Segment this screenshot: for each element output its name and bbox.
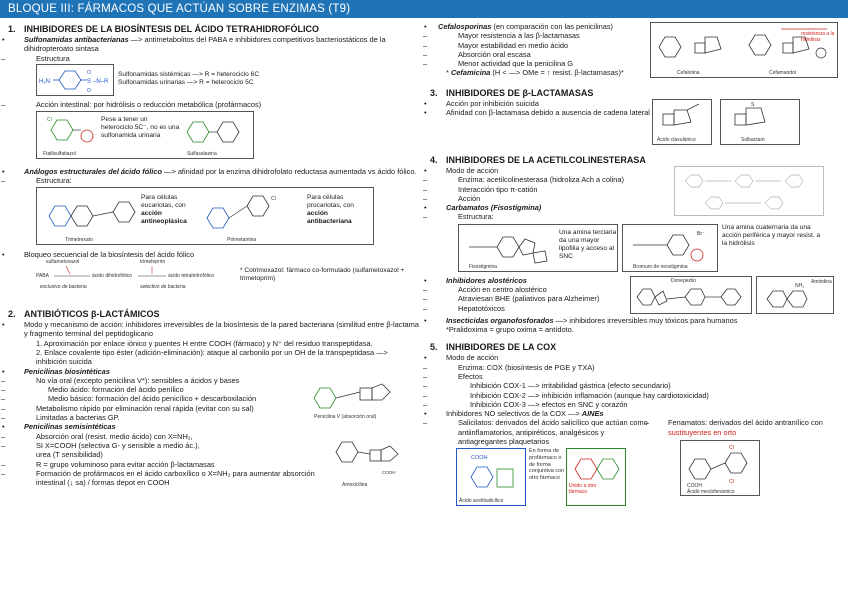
sulfonamidas-text: —> antimetabolitos del PABA e inhibidores competitivos bacteriostáticos de la dihidropteroato sintasa: [24, 35, 386, 54]
acetilsalicilico-box: [456, 448, 526, 506]
section-2-title: [8, 309, 420, 320]
s5-enzima: – Enzima: COX (biosíntesis de PGE y TXA): [430, 363, 842, 372]
cef-resistencia: – Mayor resistencia a las β-lactamasas: [430, 31, 650, 40]
urea-sensibilidad: urea (T sensibilidad): [36, 450, 103, 460]
clavulanico-caption: Ácido clavulánico: [657, 137, 696, 143]
left-column: [8, 22, 420, 490]
pen-semi-list: [8, 432, 328, 488]
insecticidas-text: —> inhibidores irreversibles muy tóxicos para humanos: [553, 315, 738, 325]
no-via-oral: – No vía oral (excepto penicilina V*): sensibles a ácidos y bases: [8, 376, 308, 385]
bloqueo-item: [8, 250, 420, 259]
eucariotas-bold: acción antineoplásica: [141, 209, 187, 225]
ftalilsulfatiazol-caption: Ftalilsulfatiazol: [43, 151, 76, 158]
procariotas-bold: acción antibacteriana: [307, 209, 352, 225]
alostericos-item: [430, 276, 630, 285]
ache-mechanism-figure: [674, 166, 824, 216]
fisostigmina-icon: [459, 225, 559, 265]
s3-block: [430, 99, 842, 149]
accion-intestinal-text: Acción intestinal: por hidrólisis o reducción metabólica (profármacos): [36, 99, 262, 109]
carbamatos-structures-row: [430, 224, 842, 274]
eucariotas-desc: Para células eucariotas, con: [141, 193, 186, 209]
procariotas-text: [307, 194, 371, 226]
pen-bio-block: [8, 376, 420, 422]
cef-absorcion: – Absorción oral escasa: [430, 50, 650, 59]
cl-label-2: Cl: [271, 195, 276, 202]
section-3-heading: INHIBIDORES DE β-LACTAMASAS: [446, 88, 594, 98]
section-1-title: [8, 24, 420, 35]
bloqueo-diagram-row: [8, 259, 420, 295]
fenamatos-text: Fenamatos: derivados del ácido antranílico con: [668, 418, 823, 428]
section-4-heading: INHIBIDORES DE LA ACETILCOLINESTERASA: [446, 155, 646, 165]
penicilina-v-caption: Penicilina V (absorción oral): [314, 413, 377, 420]
section-2-number: 2.: [8, 309, 16, 320]
s4-block: [430, 166, 842, 222]
sulfonamide-structure-row: [8, 64, 420, 98]
modo-accion-text: Modo y mecanismo de acción: inhibidores irreversibles de la biosíntesis de la pared bacteriana (similitud entre β-lactama y fragmento terminal del peptidoglicano: [24, 320, 419, 339]
section-4-number: 4.: [430, 155, 438, 165]
cefalosporinas-text: (en comparación con las penicilinas): [491, 22, 614, 31]
amoxicilina-caption: Amoxicilina: [342, 481, 368, 488]
alostericos-term: Inhibidores alostéricos: [446, 275, 527, 285]
s5-modo: • Modo de acción: [430, 353, 842, 362]
nh2-label: NH₂: [795, 282, 805, 289]
meclofenamico-caption: Ácido meclofenámico: [687, 489, 735, 496]
s5-efectos: – Efectos: [430, 372, 842, 381]
diagram-tetrahidrofolico: ácido tetrahidrofólico: [168, 273, 215, 280]
unido-otro-farmaco: Unido a otro fármaco: [569, 483, 597, 496]
analogos-item: [8, 167, 420, 176]
neostigmina-icon: [623, 225, 717, 265]
svg-text:S: S: [751, 102, 755, 108]
no-selectivos-text: Inhibidores NO selectivos de la COX —>: [446, 409, 582, 419]
section-5-heading: INHIBIDORES DE LA COX: [446, 342, 557, 353]
trimetrexato-caption: Trimetrexato: [65, 236, 93, 243]
amiridina-box: [756, 276, 834, 314]
modo-accion-item: [8, 320, 420, 339]
section-1-heading: INHIBIDORES DE LA BIOSÍNTESIS DEL ÁCIDO TETRAHIDROFÓLICO: [24, 24, 320, 34]
s3-afinidad: • Afinidad con β-lactamasa debido a ausencia de cadena lateral: [430, 108, 650, 117]
salicilatos-fenamatos-row: [430, 418, 842, 508]
cox2-effect: – Inhibición COX-2 —> inhibición inflamación (aunque hay cardiotoxicidad): [430, 391, 842, 400]
cefalosporinas-block: [430, 22, 842, 80]
cefalosporinas-structure-box: [650, 22, 838, 78]
amiridina-caption: Amiridina: [811, 278, 832, 285]
cefalosporinas-item: [430, 22, 650, 31]
estructura-label: Estructura: [36, 53, 70, 63]
no-selectivos-item: [430, 409, 842, 418]
fenamatos-item: [652, 418, 838, 437]
penicilina-v-structure: [308, 376, 408, 422]
pese-text: Pese a tener un heterociclo 5C⁻, no es una sulfonamida urinaria: [101, 116, 180, 140]
pirimetamina-caption: Pirimetamina: [227, 236, 257, 243]
neostigmina-caption: Bromuro de neostigmina: [633, 263, 688, 270]
estructura2-item: [8, 176, 420, 185]
amoxicilina-structure: [328, 432, 408, 490]
accion-intestinal-item: [8, 100, 420, 109]
neostigmina-box: [622, 224, 718, 272]
s4-accion: – Acción: [430, 194, 674, 203]
s4-interaccion: – Interacción tipo π-catión: [430, 185, 674, 194]
section-1-number: 1.: [8, 24, 16, 34]
svg-text:–N–R: –N–R: [93, 78, 109, 85]
pen-bio-list: [8, 376, 308, 422]
sulfonamide-molecule-icon: [37, 65, 113, 95]
medio-basico: – Medio básico: formación del ácido penicílico + descarboxilación: [8, 394, 308, 403]
mecl-cl-bottom: Cl: [729, 479, 734, 486]
section-5-title: [430, 342, 842, 353]
al-bhe: – Atraviesan BHE (paliativos para Alzheimer): [430, 294, 630, 303]
amoxi-cooh-label: COOH: [382, 469, 396, 475]
svg-text:S: S: [87, 78, 92, 85]
cef-estabilidad: – Mayor estabilidad en medio ácido: [430, 41, 650, 50]
salicilatos-text: – Salicilatos: derivados del ácido salicílico que actúan como antiinflamatorios, antipiréticos, analgésicos y antiagregantes plaquetarios: [430, 418, 652, 446]
amina-terciaria-text: Una amina terciaria da una mayor lipofilia y acceso al SNC: [559, 228, 617, 260]
right-column: [430, 22, 842, 508]
penicilina-v-icon: [308, 376, 404, 412]
fisostigmina-box: [458, 224, 618, 272]
cl-label-1: Cl: [47, 117, 52, 124]
diagram-dihidrofolico: ácido dihidrofólico: [92, 273, 133, 280]
alostericos-list: [430, 276, 630, 313]
insecticidas-term: Insecticidas organofosforados: [446, 315, 554, 325]
diagram-exclusivo: exclusivo de bacteria: [40, 284, 87, 291]
svg-text:O: O: [87, 87, 91, 94]
amoxicilina-icon: [328, 432, 406, 482]
ftalil-sulfasalazina-box: [36, 111, 254, 159]
s4-enzima: – Enzima: acetilcolinesterasa (hidroliza Ach a colina): [430, 175, 674, 184]
al-centro: – Acción en centro alostérico: [430, 285, 630, 294]
limitadas: – Limitadas a bacterias GP.: [8, 413, 308, 422]
eucariotas-text: [141, 194, 201, 226]
alostericos-block: [430, 276, 842, 314]
sulbactam-box: [720, 99, 800, 145]
svg-text:O: O: [87, 69, 91, 76]
sulfonamide-types: [114, 64, 259, 87]
clavulanico-icon: [653, 100, 711, 136]
sulbactam-icon: [721, 100, 799, 136]
clavulanico-box: [652, 99, 712, 145]
section-5-number: 5.: [430, 342, 438, 353]
pen-semi-item: [8, 422, 420, 431]
salicilatos-block: [430, 418, 652, 508]
sulfasalazina-caption: Sulfasalazina: [187, 151, 217, 158]
analogos-term: Análogos estructurales del ácido fólico: [24, 167, 162, 177]
pen-bio-term: Penicilinas biosintéticas: [24, 366, 110, 376]
pen-semi-block: [8, 432, 420, 490]
metabolismo: – Metabolismo rápido por eliminación renal rápida (evitar con su sal): [8, 404, 308, 413]
pralidoxima-note: *Pralidoxima = grupo oxima = antídoto.: [446, 325, 574, 335]
section-2-heading: ANTIBIÓTICOS β-LACTÁMICOS: [24, 309, 160, 320]
aspirin-structures: [430, 448, 652, 508]
fenamatos-block: [652, 418, 838, 496]
s4-estructura: – Estructura:: [430, 212, 674, 221]
sulfonamidas-term: Sulfonamidas antibacterianas: [24, 35, 129, 44]
sulfonamide-structure-box: [36, 64, 114, 96]
sulfonamidas-sistemicas: Sulfonamidas sistémicas —> R = heterociclo 6C: [118, 70, 260, 78]
antifolate-structure-box: [36, 187, 374, 245]
medio-acido: – Medio ácido: formación del ácido penílico: [8, 385, 308, 394]
insecticidas-item: [430, 316, 842, 325]
carbamatos-item: [430, 203, 674, 212]
acetilsalicilico-icon: [457, 449, 525, 497]
sulfonamidas-urinarias: Sulfonamidas urinarias —> R = heterociclo 5C: [118, 78, 254, 86]
profarmaco-icon: [567, 449, 625, 505]
procariotas-desc: Para células procariotas, con: [307, 193, 354, 209]
al-hepatotoxicos: – Hepatotóxicos: [430, 304, 630, 313]
pen-bio-item: [8, 367, 420, 376]
amina-cuaternaria-text: Una amina cuaternaria da una acción periférica y mayor resist. a la hidrólisis: [722, 223, 821, 247]
mecanismo-paso-2: 2. Enlace covalente tipo éster (adición-eliminación): ataque al carbonilo por un OH de la transpeptidasa —> inhibición suicida: [36, 347, 388, 367]
diagram-trimetoprim: trimetoprim: [140, 259, 166, 266]
formacion-profarmacos: – Formación de profármacos en el ácido carboxílico o X=NH₂ para aumentar absorción intestinal (↓ sa) / formas depot en COOH: [8, 469, 328, 488]
cefalosporinas-term: Cefalosporinas: [438, 22, 492, 31]
diagram-selectivo: selectivo de bacteria: [140, 284, 186, 291]
s3-list: [430, 99, 650, 118]
diagram-paba: PABA: [36, 273, 49, 280]
mecl-cl-top: Cl: [729, 445, 734, 452]
cox3-effect: – Inhibición COX-3 —> efectos en SNC y corazón: [430, 400, 842, 409]
accion-structures-row: [8, 111, 420, 161]
sustituyentes-orto: sustituyentes en orto: [668, 427, 737, 437]
section-4-title: [430, 155, 842, 166]
absorcion-oral: – Absorción oral (resist. medio ácido) con X=NH₂,: [8, 432, 328, 441]
aines-term: AINEs: [581, 409, 604, 419]
s4-list: [430, 166, 674, 222]
cox1-effect: – Inhibición COX-1 —> irritabilidad gástrica (efecto secundario): [430, 381, 842, 390]
cef-resistencia-note: resistencia a la hidrólisis: [801, 31, 835, 43]
six-cooh: – SI X=COOH (selectiva G- y sensible a medio ác.),: [8, 441, 328, 450]
cefalosporinas-list: [430, 22, 650, 78]
cotrimoxazol-note: * Cotrimoxazol: fármaco co-formulado (sulfametoxazol + trimetoprim): [240, 267, 405, 283]
cefamandol-caption: Cefamandol: [769, 70, 796, 76]
cefamicina-term: Cefamicina: [450, 68, 491, 78]
donepezilo-caption: Donepezilo: [671, 277, 697, 284]
pen-semi-term: Penicilinas semisintéticas: [24, 422, 116, 432]
antifolate-structures-row: [8, 187, 420, 247]
page-banner: BLOQUE III: FÁRMACOS QUE ACTÚAN SOBRE ENZIMAS (T9): [0, 0, 848, 18]
cefamicina-item: * Cefamicina (H < —> OMe = ↑ resist. β-lactamasas)*: [446, 68, 624, 78]
section-3-title: [430, 88, 842, 99]
folate-pathway-diagram: [36, 259, 226, 293]
section-3-number: 3.: [430, 88, 438, 98]
bloqueo-text: Bloqueo secuencial de la biosíntesis del ácido fólico: [24, 249, 195, 259]
br-label: Br⁻: [697, 230, 705, 237]
h2n-label: H₂N: [39, 78, 50, 85]
donepezilo-box: [630, 276, 752, 314]
sulfonamidas-item: [8, 35, 420, 54]
meclofenamico-box: [680, 440, 760, 496]
analogos-text: —> afinidad por la enzima dihidrofolato reductasa aumentada vs ácido fólico.: [162, 167, 417, 177]
ache-mechanism-icon: [675, 167, 823, 215]
pathway-arrows-icon: [36, 259, 226, 293]
diagram-sulfametoxazol: sulfametoxazol: [46, 259, 80, 266]
acetilsalicilico-caption: Ácido acetilsalicílico: [459, 498, 504, 505]
cefamicina-text: (H < —> OMe = ↑ resist. β-lactamasas)*: [490, 68, 624, 78]
mecanismo-paso-1: 1. Aproximación por enlace iónico y puentes H entre COOH (fármaco) y N⁺ del residuo transpeptidasa.: [36, 338, 373, 348]
r-grupo: – R = grupo voluminoso para evitar acción β-lactamasas: [8, 460, 328, 469]
s4-modo: • Modo de acción: [430, 166, 674, 175]
fisostigmina-caption: Fisostigmina: [469, 263, 498, 270]
meclofenamico-icon: [681, 441, 759, 487]
sulbactam-caption: Sulbactam: [741, 137, 765, 143]
cefalotina-caption: Cefalotina: [677, 70, 700, 76]
estructura2-label: Estructura:: [36, 176, 72, 186]
profarmaco-text: En forma de profármaco o de forma conjuntiva con otro fármaco: [529, 448, 565, 481]
profarmaco-box: [566, 448, 626, 506]
cefalosporinas-icon: [651, 23, 837, 69]
aas-cooh-label: COOH: [471, 455, 488, 462]
s3-inhibicion-suicida: • Acción por inhibición suicida: [430, 99, 650, 108]
carbamatos-term: Carbamatos (Fisostigmina): [446, 203, 542, 213]
cef-actividad: – Menor actividad que la penicilina G: [430, 59, 650, 68]
estructura-item: [8, 54, 420, 63]
mecl-cooh-label: COOH: [687, 483, 702, 488]
